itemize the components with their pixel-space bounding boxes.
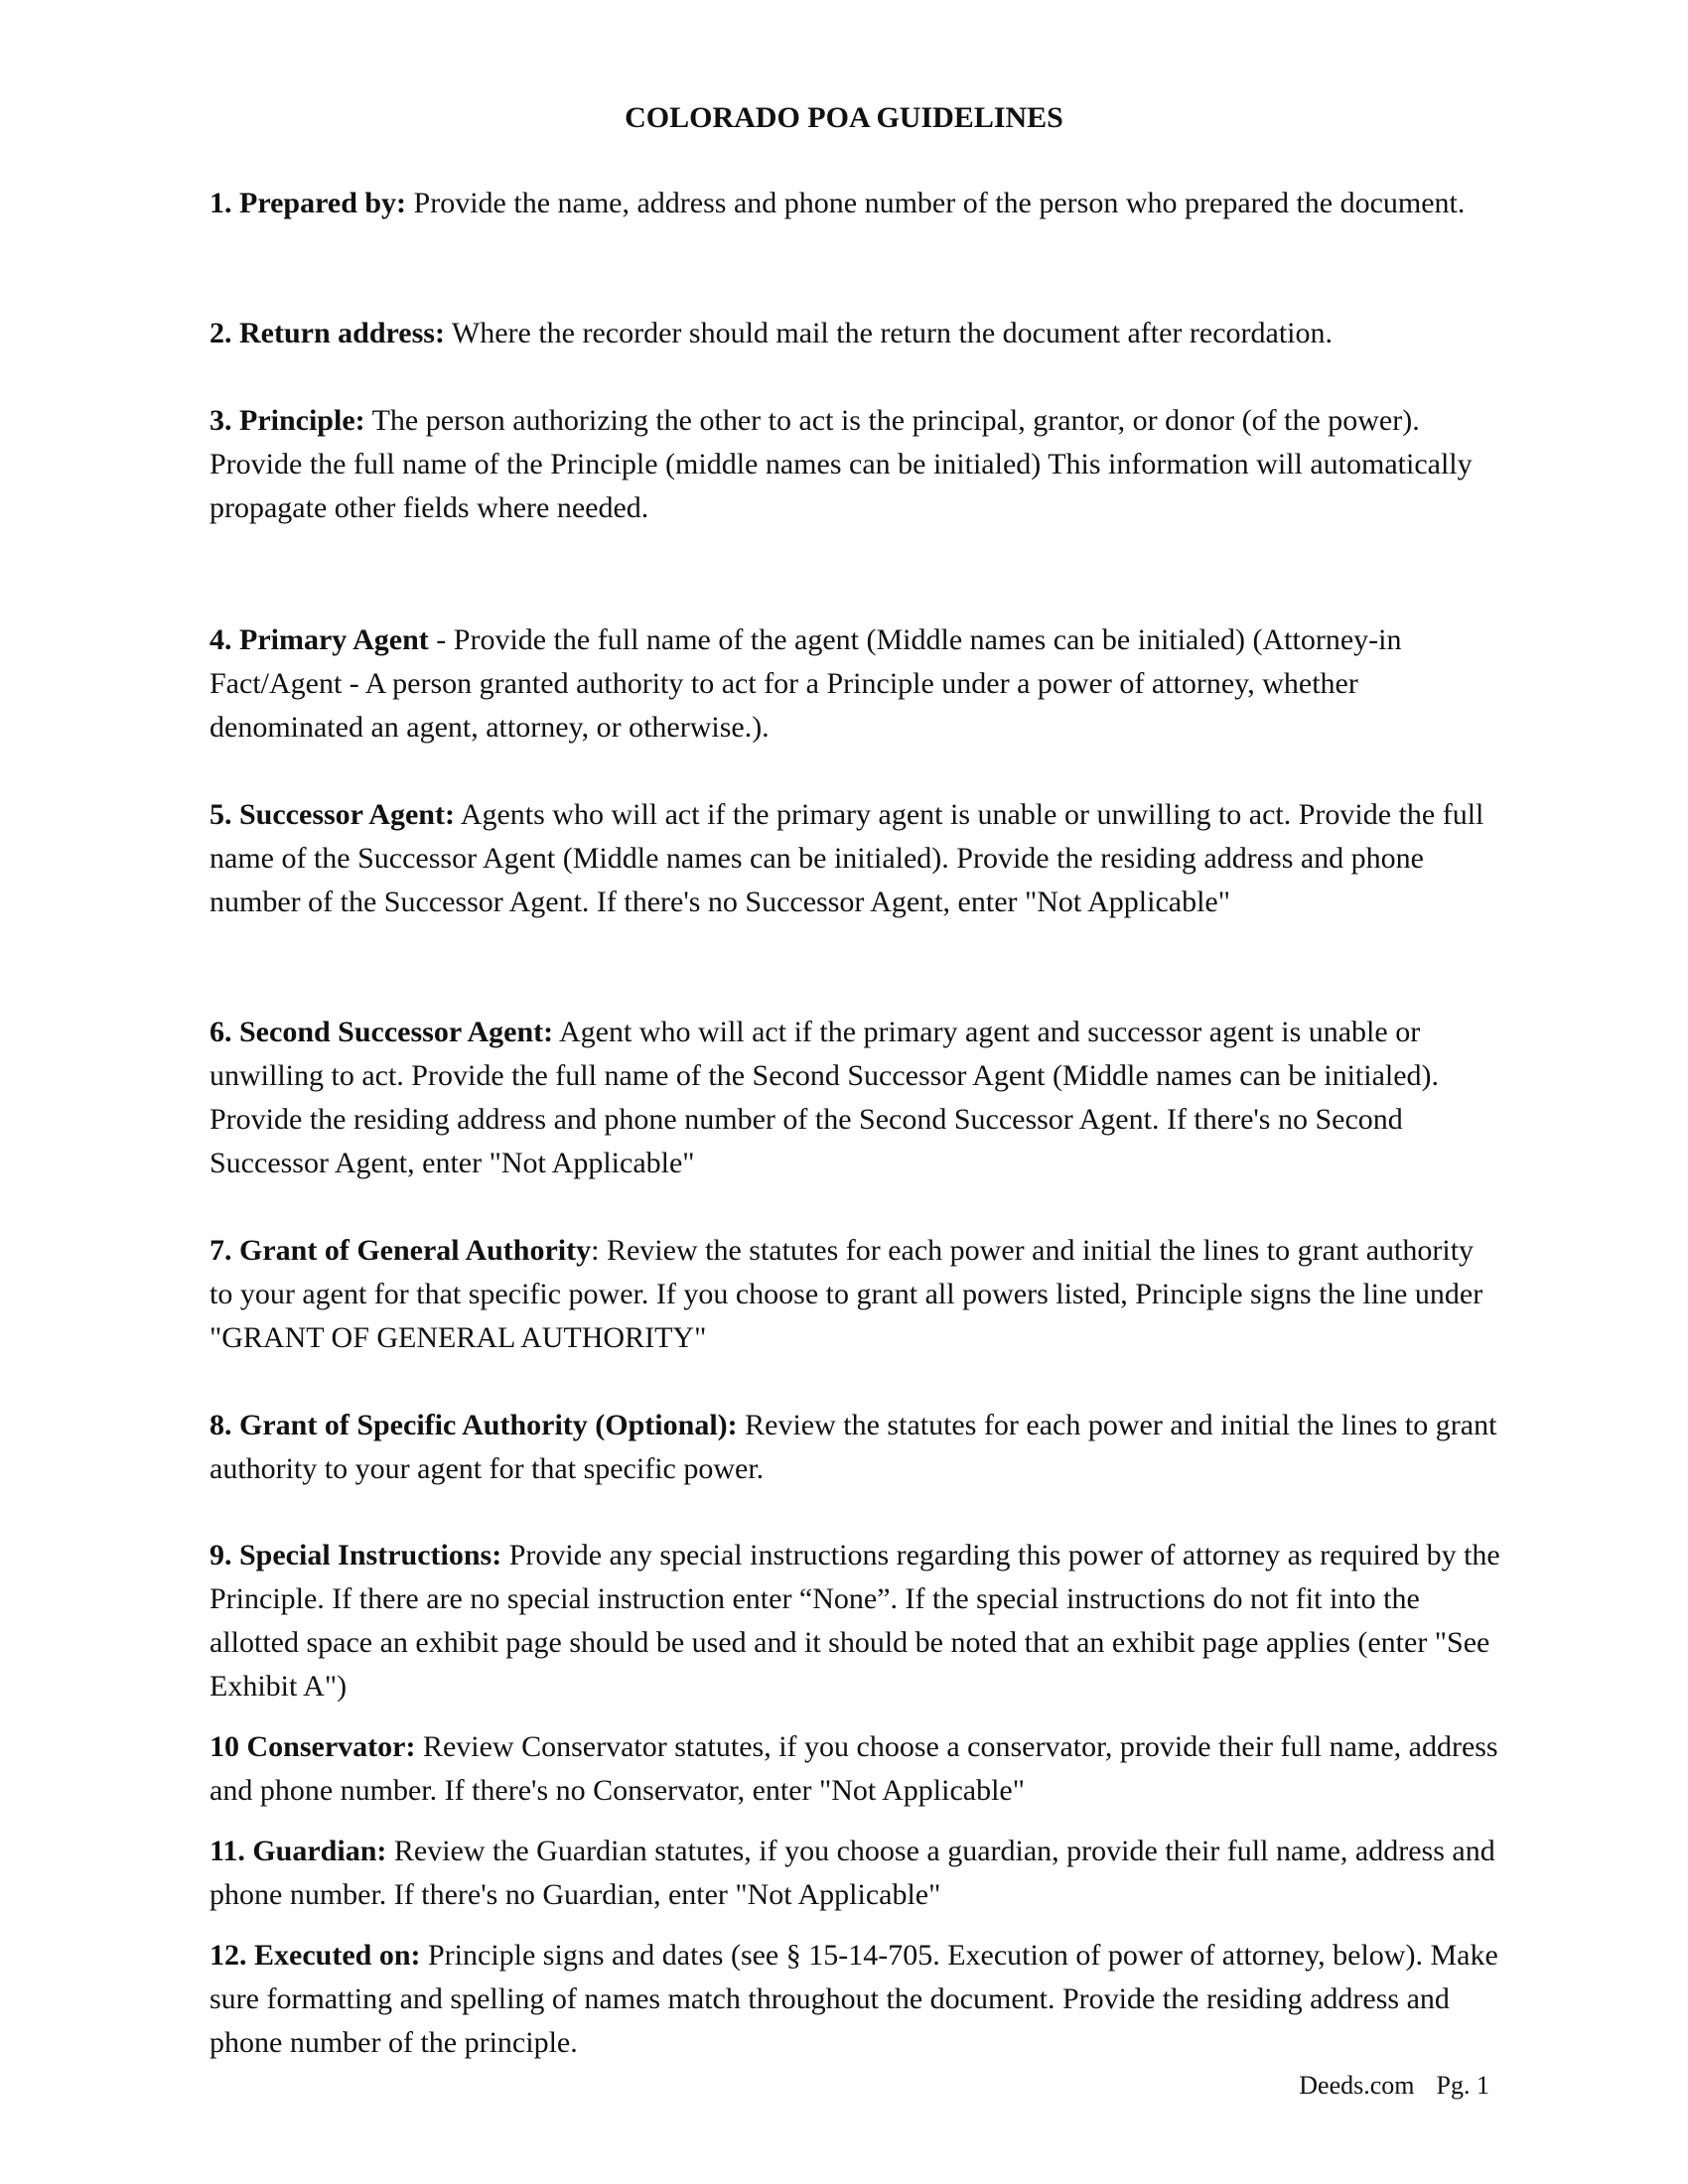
- section-label: 3. Principle:: [210, 404, 365, 437]
- section-label: 7. Grant of General Authority: [210, 1234, 592, 1267]
- section-text: Provide any special instructions regarding this power of attorney as required by the Principle. If there are no special instruction enter “None”. If the special instructions do not fit into the allotted space an exhibit page should be used and it should be noted that an exhibit page applies (enter "See Exhibit A"): [210, 1539, 1500, 1703]
- document-title: COLORADO POA GUIDELINES: [625, 101, 1063, 134]
- section-text: Where the recorder should mail the return the document after recordation.: [444, 317, 1334, 349]
- section-second-successor-agent: [210, 1011, 1500, 1185]
- section-label: 10 Conservator:: [210, 1730, 416, 1763]
- section-label: 5. Successor Agent:: [210, 798, 455, 831]
- section-conservator: [210, 1725, 1500, 1813]
- section-primary-agent: [210, 618, 1500, 750]
- section-text: Review the statutes for each power and initial the lines to grant authority to your agent for that specific power.: [210, 1409, 1497, 1485]
- section-guardian: [210, 1830, 1500, 1917]
- section-label: 12. Executed on:: [210, 1939, 421, 1972]
- page-footer: [1299, 2068, 1489, 2104]
- section-text: Provide the name, address and phone number of the person who prepared the document.: [406, 187, 1466, 219]
- section-text: : Review the statutes for each power and initial the lines to grant authority to your agent for that specific power. If you choose to grant all powers listed, Principle signs the line under "GRANT OF GENERAL AUTHORITY": [210, 1234, 1483, 1354]
- section-text: Agent who will act if the primary agent and successor agent is unable or unwilling to act. Provide the full name of the Second Successor Agent (Middle names can be initialed). Provide the residing address and phone number of the Second Successor Agent. If there's no Second Successor Agent, enter "Not Applicable": [210, 1016, 1440, 1179]
- section-general-authority: [210, 1229, 1500, 1360]
- section-label: 1. Prepared by:: [210, 187, 407, 219]
- section-text: - Provide the full name of the agent (Middle names can be initialed) (Attorney-in Fact/Agent - A person granted authority to act for a Principle under a power of attorney, whether denominated an agent, attorney, or otherwise.).: [210, 623, 1402, 744]
- section-label: 11. Guardian:: [210, 1835, 387, 1867]
- section-text: Principle signs and dates (see § 15-14-705. Execution of power of attorney, below). Make sure formatting and spelling of names match throughout the document. Provide the residing address and phone number of the principle.: [210, 1939, 1498, 2059]
- section-text: Review the Guardian statutes, if you choose a guardian, provide their full name, address and phone number. If there's no Guardian, enter "Not Applicable": [210, 1835, 1495, 1911]
- footer-site: Deeds.com: [1299, 2071, 1415, 2100]
- section-successor-agent: [210, 793, 1500, 924]
- footer-page-number: Pg. 1: [1436, 2071, 1489, 2100]
- section-principle: [210, 399, 1500, 530]
- section-specific-authority: [210, 1404, 1500, 1491]
- section-executed-on: [210, 1934, 1500, 2065]
- section-label: 8. Grant of Specific Authority (Optional):: [210, 1409, 738, 1441]
- section-text: The person authorizing the other to act is the principal, grantor, or donor (of the power).: [364, 404, 1420, 437]
- section-text: Review Conservator statutes, if you choose a conservator, provide their full name, address and phone number. If there's no Conservator, enter "Not Applicable": [210, 1730, 1498, 1807]
- section-label: 2. Return address:: [210, 317, 445, 349]
- section-text-2: Provide the full name of the Principle (middle names can be initialed) This information will automatically propagate other fields where needed.: [210, 448, 1473, 524]
- section-prepared-by: [210, 182, 1500, 225]
- section-label: 6. Second Successor Agent:: [210, 1016, 554, 1048]
- section-label: 9. Special Instructions:: [210, 1539, 502, 1571]
- section-return-address: [210, 312, 1500, 355]
- section-special-instructions: [210, 1534, 1500, 1708]
- section-text: Agents who will act if the primary agent is unable or unwilling to act. Provide the full name of the Successor Agent (Middle names can be initialed). Provide the residing address and phone number of the Successor Agent. If there's no Successor Agent, enter "Not Applicable": [210, 798, 1484, 918]
- section-label: 4. Primary Agent: [210, 623, 429, 656]
